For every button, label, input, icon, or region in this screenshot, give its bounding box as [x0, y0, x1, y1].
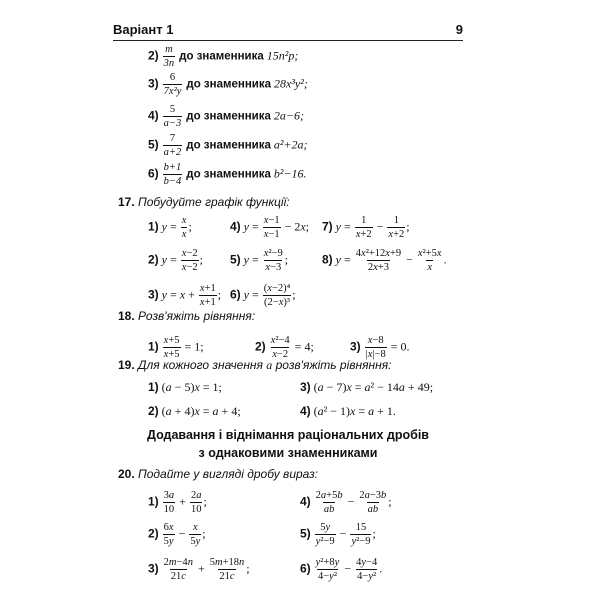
task-18-item-1: 1) $\frac{x+5}{x+5}$ = 1;: [148, 335, 204, 360]
running-header: [113, 22, 463, 41]
prev-task-item-4: 4) $\frac{5}{a-3}$ до знаменника 2a−6;: [148, 104, 304, 129]
section-heading-line-2: з однаковими знаменниками: [198, 446, 378, 460]
task-19-item-1: 1) (a − 5)x = 1;: [148, 380, 222, 394]
task-18-item-3: 3) $\frac{x-8}{|x|-8}$ = 0.: [350, 335, 410, 360]
task-18-heading: 18. Розв'яжіть рівняння:: [118, 309, 256, 323]
task-20-item-5: 5) $\frac{5y}{\text{y²−9}}$ − $\frac{15}{\text{y²−9}}$ ;: [300, 522, 376, 547]
task-17-item-1: 1) y = $\frac{x}{x}$ ;: [148, 215, 192, 240]
task-20-item-1: 1) $\frac{3a}{10}$ + $\frac{2a}{10}$ ;: [148, 490, 207, 515]
variant-title: Варіант 1: [113, 22, 174, 37]
task-17-item-8: 8) y = $\frac{\text{4x²+12x+9}}{2x+3}$ − $\frac{\text{x²+5x}}{x}$ .: [322, 248, 447, 273]
task-17-item-2: 2) y = $\frac{x-2}{x-2}$ ;: [148, 248, 203, 273]
task-17-item-3: 3) y = x + $\frac{x+1}{x+1}$ ;: [148, 283, 222, 308]
task-20-item-3: 3) $\frac{2m-4n}{21c}$ + $\frac{5m+18n}{21c}$ ;: [148, 557, 250, 582]
task-17-item-7: 7) y = $\frac{1}{x+2}$ − $\frac{1}{x+2}$ ;: [322, 215, 410, 240]
prev-task-item-6: 6) $\frac{b+1}{b-4}$ до знаменника b²−16.: [148, 162, 307, 187]
prev-task-item-2: 2) $\frac{m}{3n}$ до знаменника 15n²p;: [148, 44, 299, 69]
task-17-item-5: 5) y = $\frac{\text{x²−9}}{x-3}$ ;: [230, 248, 289, 273]
task-19-heading: 19. Для кожного значення a розв'яжіть рівняння:: [118, 358, 392, 372]
task-17-heading: 17. Побудуйте графік функції:: [118, 195, 290, 209]
task-17-item-6: 6) y = $\frac{\text{(x−2)⁴}}{\text{(2−x)³}}$ ;: [230, 283, 296, 308]
task-19-item-2: 2) (a + 4)x = a + 4;: [148, 404, 241, 418]
task-20-heading: 20. Подайте у вигляді дробу вираз:: [118, 467, 318, 481]
task-17-item-4: 4) y = $\frac{x-1}{x-1}$ − 2x;: [230, 215, 310, 240]
section-heading-line-1: Додавання і віднімання раціональних дробів: [147, 428, 429, 442]
prev-task-item-5: 5) $\frac{7}{a+2}$ до знаменника a²+2a;: [148, 133, 308, 158]
task-18-item-2: 2) $\frac{\text{x²−4}}{x-2}$ = 4;: [255, 335, 314, 360]
task-20-item-6: 6) $\frac{\text{y²+8y}}{\text{4−y²}}$ − $\frac{4y-4}{\text{4−y²}}$ .: [300, 557, 383, 582]
prev-task-item-3: 3) $\frac{6}{\text{7x²y}}$ до знаменника 28x³y²;: [148, 72, 308, 97]
task-20-item-2: 2) $\frac{6x}{5y}$ − $\frac{x}{5y}$ ;: [148, 522, 206, 547]
task-20-item-4: 4) $\frac{2a+5b}{ab}$ − $\frac{2a-3b}{ab}$ ;: [300, 490, 392, 515]
task-19-item-3: 3) (a − 7)x = a² − 14a + 49;: [300, 380, 434, 394]
page-number: 9: [455, 22, 463, 37]
task-19-item-4: 4) (a² − 1)x = a + 1.: [300, 404, 396, 418]
